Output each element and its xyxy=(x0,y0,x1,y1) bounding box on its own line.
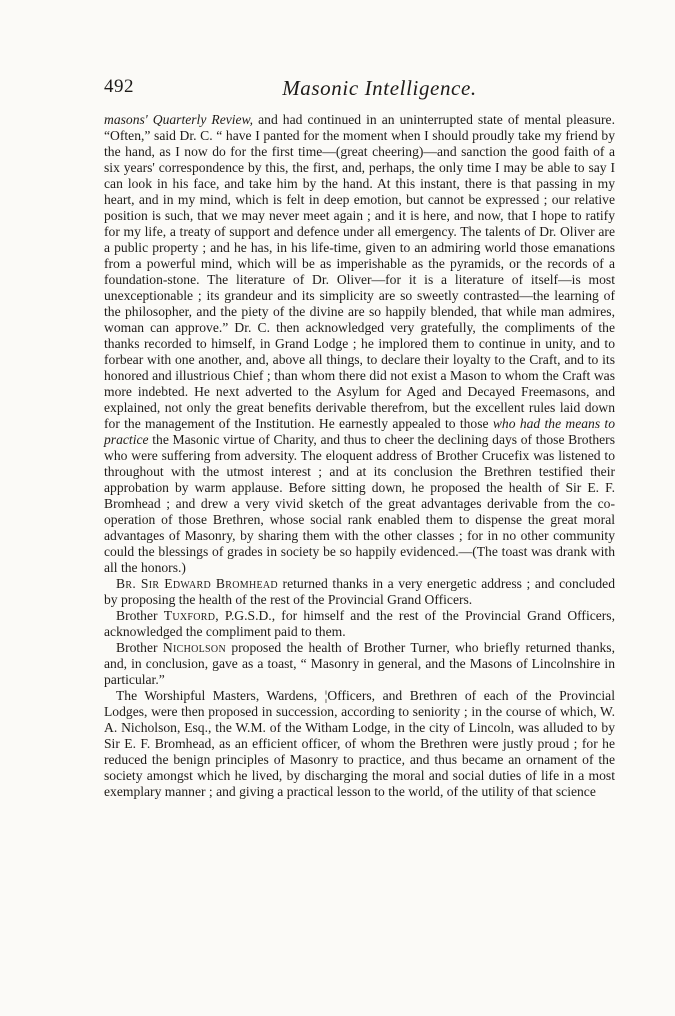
paragraph-2 xyxy=(104,576,615,608)
text-segment: Brother xyxy=(116,640,163,655)
running-head xyxy=(104,76,615,106)
text-segment: proposed the health of Brother Turner, who briefly returned thanks, and, in conclusion, gave as a toast, “ Masonry in general, and the Masons of Lincolnshire in particular.” xyxy=(104,640,615,687)
text-segment: Brother xyxy=(116,608,164,623)
text-segment: the Masonic virtue of Charity, and thus to cheer the declining days of those Brothers who were suffering from adversity. The eloquent address of Brother Crucefix was listened to throughout with the utmost interest ; and at its conclusion the Brethren testified their approbation by warm applause. Before sitting down, he proposed the health of Sir E. F. Bromhead ; and drew a very vivid sketch of the great advantages derivable from the co-operation of those Brethren, whose social rank enabled them to dispense the great moral advantages of Masonry, by sharing them with the other classes ; for in no other community could the blessings of grades in society be so happily evidenced.—(The toast was drank with all the honors.) xyxy=(104,432,615,575)
text-segment: who had the means to practice xyxy=(104,416,616,447)
speaker-name: Nicholson xyxy=(162,640,226,655)
paragraph-1 xyxy=(104,112,615,576)
speaker-name: Tuxford xyxy=(163,608,216,623)
text-segment: and had continued in an uninterrupted state of mental pleasure. “Often,” said Dr. C. “ have I panted for the moment when I should proudly take my friend by the hand, as I now do for the first time—(great cheering)—and sanction the good faith of a six years' correspondence by this, the first, and, perhaps, the only time I may be able to say I can look in his face, and take him by the hand. At this instant, there is that passing in my heart, and in my mind, which is felt in deep emotion, but cannot be expressed ; our relative position is such, that we may never meet again ; and it is here, and now, that I hope to ratify for my life, a treaty of support and defence under all emergency. The talents of Dr. Oliver are a public property ; and he has, in his life-time, given to an admiring world those emanations from a powerful mind, which will be as imperishable as the pyramids, or the records of a foundation-stone. The literature of Dr. Oliver—for it is a literature of itself—is most unexceptionable ; its grandeur and its simplicity are so sweetly contrasted—the learning of the philosopher, and the piety of the divine are so happily blended, that while man admires, woman can approve.” Dr. C. then acknowledged very gratefully, the compliments of the thanks recorded to himself, in Grand Lodge ; he implored them to continue in unity, and to forbear with one another, and, above all things, to declare their loyalty to the Craft, and to its honored and illustrious Chief ; than whom there did not exist a Mason to whom the Craft was more indebted. He next adverted to the Asylum for Aged and Decayed Freemasons, and explained, not only the great benefits derivable therefrom, but the excellent rules laid down for the management of the Institution. He earnestly appealed to those xyxy=(104,112,615,431)
page-number: 492 xyxy=(104,76,134,97)
text-segment: masons' Quarterly Review, xyxy=(104,112,254,127)
paragraph-3 xyxy=(104,608,615,640)
running-title: Masonic Intelligence. xyxy=(282,76,477,100)
text-segment: , P.G.S.D., for himself and the rest of the Provincial Grand Officers, acknowledged the compliment paid to them. xyxy=(104,608,615,639)
article-body xyxy=(104,112,615,800)
speaker-name: Br. Sir Edward Bromhead xyxy=(116,576,278,591)
text-segment: returned thanks in a very energetic address ; and concluded by proposing the health of the rest of the Provincial Grand Officers. xyxy=(104,576,616,607)
paragraph-4 xyxy=(104,640,615,688)
paragraph-5 xyxy=(104,688,615,800)
text-segment: The Worshipful Masters, Wardens, ¦Officers, and Brethren of each of the Provincial Lodges, were then proposed in succession, according to seniority ; in the course of which, W. A. Nicholson, Esq., the W.M. of the Witham Lodge, in the city of Lincoln, was alluded to by Sir E. F. Bromhead, as an efficient officer, of whom the Brethren were justly proud ; for he reduced the benign principles of Masonry to practice, and thus became an ornament of the society amongst which he lived, by discharging the moral and social duties of life in a most exemplary manner ; and giving a practical lesson to the world, of the utility of that science xyxy=(104,688,615,799)
